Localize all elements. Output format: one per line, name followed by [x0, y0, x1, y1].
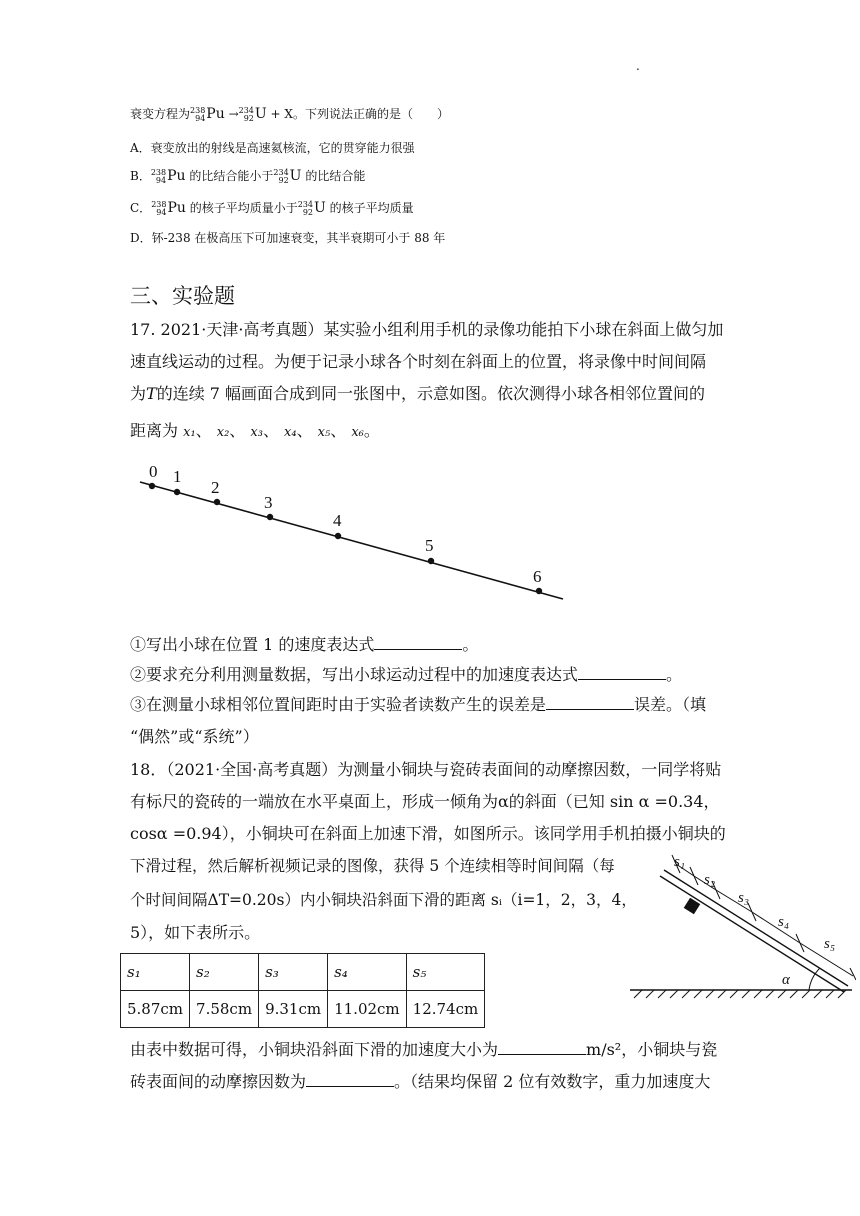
incline-ball-diagram	[130, 455, 580, 615]
option-d: D．钚-238 在极高压下可加速衰变，其半衰期可小于 88 年	[130, 231, 446, 245]
point-label-4: 4	[333, 511, 342, 530]
ball-position-6	[536, 588, 542, 594]
q18-line6: 5），如下表所示。	[130, 923, 261, 942]
fig-label-alpha: α	[782, 972, 790, 988]
fig-label-s2: s₂	[704, 872, 716, 888]
table-header-cell: s₁	[121, 954, 190, 991]
answer-blank-4[interactable]	[498, 1036, 586, 1055]
table-cell: 12.74cm	[406, 991, 485, 1028]
ground-hatch	[634, 990, 846, 998]
table-header-cell: s₄	[328, 954, 407, 991]
q17-line4: 距离为 x₁、 x₂、 x₃、 x₄、 x₅、 x₆。	[130, 421, 380, 440]
u-nuclide-numbers: 234 92	[238, 105, 254, 123]
tile-top-edge	[664, 870, 848, 986]
point-label-5: 5	[425, 536, 434, 555]
table-cell: 7.58cm	[190, 991, 259, 1028]
table-cell: 5.87cm	[121, 991, 190, 1028]
q17-line3: 为T的连续 7 幅画面合成到同一张图中，示意如图。依次测得小球各相邻位置间的	[130, 384, 706, 403]
answer-blank-2[interactable]	[578, 661, 666, 680]
option-c: C．238 94Pu 的核子平均质量小于234 92U 的核子平均质量	[130, 199, 414, 217]
corner-dot: .	[636, 59, 640, 73]
table-row	[121, 991, 485, 1028]
ball-position-0	[149, 483, 155, 489]
q18-line1: 18．（2021·全国·高考真题）为测量小铜块与瓷砖表面间的动摩擦因数，一同学将贴	[130, 760, 722, 779]
table-cell: 11.02cm	[328, 991, 407, 1028]
table-header-cell: s₃	[259, 954, 328, 991]
pu-nuclide-numbers: 238 94	[190, 105, 206, 123]
point-label-6: 6	[533, 567, 542, 586]
q18-result2: 砖表面间的动摩擦因数为 。（结果均保留 2 位有效数字，重力加速度大	[130, 1067, 710, 1097]
tile-bottom-edge	[660, 876, 844, 992]
decay-equation-suffix: + X。下列说法正确的是（ ）	[270, 107, 449, 121]
decay-equation-line: 衰变方程为238 94Pu →234 92U + X。下列说法正确的是（ ）	[130, 105, 449, 123]
measurement-ticks	[672, 855, 856, 980]
ball-position-3	[267, 514, 273, 520]
table-cell: 9.31cm	[259, 991, 328, 1028]
answer-blank-5[interactable]	[306, 1068, 394, 1087]
answer-blank-1[interactable]	[374, 631, 462, 650]
incline-line	[140, 482, 563, 599]
fig-label-s1: s₁	[674, 854, 686, 870]
distance-table	[120, 953, 485, 1028]
section-title: 三、实验题	[130, 284, 235, 308]
point-label-1: 1	[173, 467, 182, 486]
option-a: A．衰变放出的射线是高速氦核流，它的贯穿能力很强	[130, 141, 415, 155]
decay-equation-prefix: 衰变方程为	[130, 107, 191, 121]
ball-position-5	[428, 558, 434, 564]
fig-label-s5: s₅	[824, 936, 836, 952]
q17-sub2: ②要求充分利用测量数据，写出小球运动过程中的加速度表达式 。	[130, 660, 682, 690]
ball-position-1	[174, 489, 180, 495]
table-header-row	[121, 954, 485, 991]
table-header-cell: s₅	[406, 954, 485, 991]
ball-position-4	[335, 533, 341, 539]
point-label-2: 2	[211, 478, 220, 497]
fig-label-s3: s₃	[738, 890, 750, 906]
q18-line5: 个时间间隔ΔT=0.20s）内小铜块沿斜面下滑的距离 sᵢ（i=1，2，3，4，	[130, 891, 637, 909]
q17-sub1: ①写出小球在位置 1 的速度表达式 。	[130, 630, 478, 660]
option-b: B．238 94Pu 的比结合能小于234 92U 的比结合能	[130, 167, 366, 185]
q17-sub3: ③在测量小球相邻位置间距时由于实验者读数产生的误差是 误差。（填	[130, 690, 706, 720]
q18-result1: 由表中数据可得，小铜块沿斜面下滑的加速度大小为 m/s²，小铜块与瓷	[130, 1035, 717, 1065]
incline-block-diagram	[624, 852, 856, 1002]
point-label-0: 0	[149, 462, 158, 481]
point-label-3: 3	[264, 493, 273, 512]
q17-line1: 17. 2021·天津·高考真题）某实验小组利用手机的录像功能拍下小球在斜面上做匀加	[130, 320, 724, 339]
fig-label-s4: s₄	[778, 914, 790, 930]
answer-blank-3[interactable]	[546, 691, 634, 710]
q18-line2: 有标尺的瓷砖的一端放在水平桌面上，形成一倾角为α的斜面（已知 sin α =0.34，	[130, 792, 720, 811]
q18-line3: cosα =0.94），小铜块可在斜面上加速下滑，如图所示。该同学用手机拍摄小铜块的	[130, 824, 726, 843]
q17-line2: 速直线运动的过程。为便于记录小球各个时刻在斜面上的位置，将录像中时间间隔	[130, 352, 707, 371]
q17-sub3-line2: “偶然”或“系统”）	[130, 727, 259, 746]
q18-line4: 下滑过程，然后解析视频记录的图像，获得 5 个连续相等时间间隔（每	[130, 857, 615, 875]
table-header-cell: s₂	[190, 954, 259, 991]
ball-position-2	[214, 499, 220, 505]
